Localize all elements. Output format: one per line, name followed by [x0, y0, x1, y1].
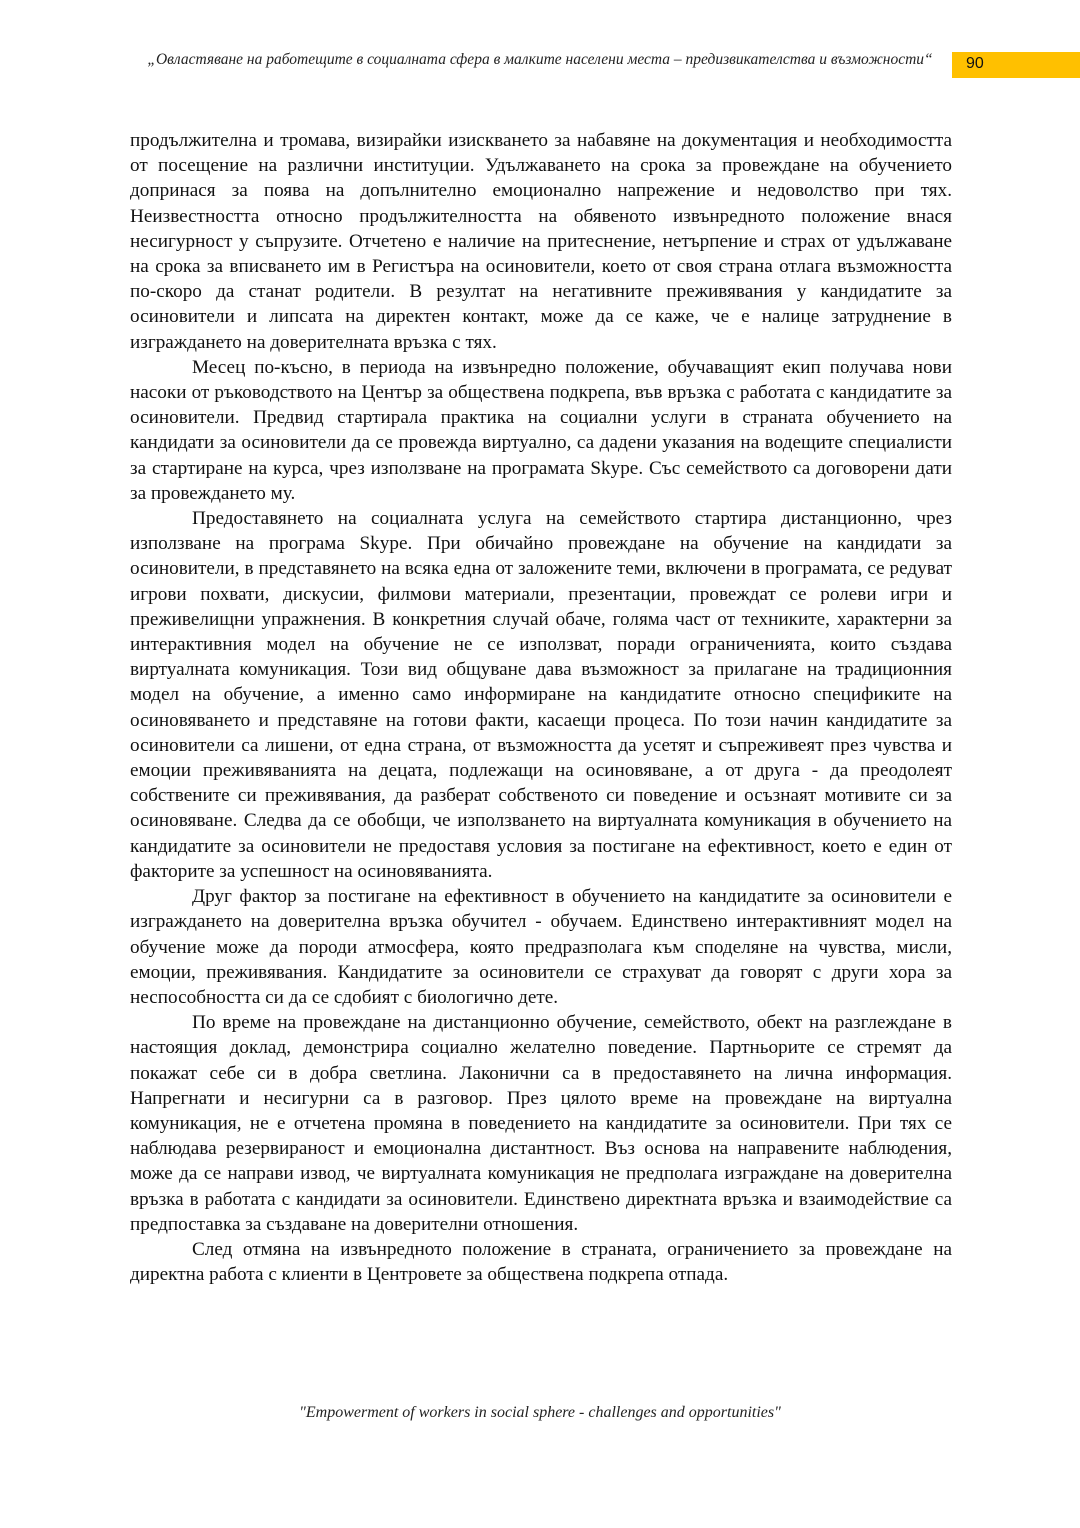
paragraph: Друг фактор за постигане на ефективност в обучението на кандидатите за осиновители е изграждането на доверителна връзка обучител - обучаем. Единствено интерактивният модел на обучение може да породи атмосфера, която предразполага към споделяне на чувства, мисли, емоции, преживявания. Кандидатите за осиновители се страхуват да говорят с други хора за неспособността си да се сдобият с биологично дете.: [130, 886, 952, 1008]
document-body: [130, 128, 952, 1287]
paragraph: Месец по-късно, в периода на извънредно положение, обучаващият екип получава нови насоки от ръководството на Център за обществена подкрепа, във връзка с работата с кандидатите за осиновители. Предвид стартирала практика на социални услуги в страната обучението на кандидати за осиновители да се провежда виртуално, са дадени указания на водещите специалисти за стартиране на курса, чрез използване на програмата Skype. Със семейството са договорени дати за провеждането му.: [130, 356, 952, 504]
paragraph: След отмяна на извънредното положение в страната, ограничението за провеждане на директна работа с клиенти в Центровете за обществена подкрепа отпада.: [130, 1238, 952, 1286]
page-number-badge: [952, 52, 1080, 78]
page-footer: "Empowerment of workers in social sphere - challenges and opportunities": [299, 1404, 781, 1421]
paragraph: По време на провеждане на дистанционно обучение, семейството, обект на разглеждане в настоящия доклад, демонстрира социално желателно поведение. Партньорите се стремят да покажат себе си в добра светлина. Лаконични са в предоставянето на лична информация. Напрегнати и несигурни са в разговор. През цялото време на провеждане на виртуална комуникация, не е отчетена промяна в поведението на кандидатите за осиновители. При тях се наблюдава резервираност и емоционална дистантност. Въз основа на направените наблюдения, може да се направи извод, че виртуалната комуникация не предполага изграждане на доверителна връзка в работата с кандидати за осиновители. Единствено директната връзка и взаимодействие са предпоставка за създаване на доверителни отношения.: [130, 1012, 952, 1235]
paragraph: Предоставянето на социалната услуга на семейството стартира дистанционно, чрез използване на програма Skype. При обичайно провеждане на обучение на кандидати за осиновители, в представянето на всяка една от заложените теми, включени в програмата, се редуват игрови похвати, дискусии, филмови материали, презентации, провеждат се ролеви игри и преживелищни упражнения. В конкретния случай обаче, голяма част от техниките, характерни за интерактивния модел на обучение не се използват, поради ограниченията, които създава виртуалната комуникация. Този вид общуване дава възможност за прилагане на традиционния модел на обучение, а именно само информиране на кандидатите относно спецификите на осиновяването и представяне на готови факти, касаещи процеса. По този начин кандидатите за осиновители са лишени, от една страна, от възможността да усетят и съпреживеят през чувства и емоции преживяванията на децата, подлежащи на осиновяване, а от друга - да преодолеят собствените си преживявания, да разберат собственото си поведение и осъзнаят мотивите си за осиновяване. Следва да се обобщи, че използването на виртуалната комуникация в обучението на кандидатите за осиновители не предоставя условия за постигане на ефективност, което е един от факторите за успешност на осиновяванията.: [130, 508, 952, 882]
paragraph: продължителна и тромава, визирайки изискването за набавяне на документация и необходимостта от посещение на различни институции. Удължаването на срока за провеждане на обучението допринася за поява на допълнително емоционално напрежение и недоволство при тях. Неизвестността относно продължителността на обявеното извънредното положение внася несигурност у съпрузите. Отчетено е наличие на притеснение, нетърпение и страх от удължаване на срока за вписването им в Регистъра на осиновители, което от своя страна отлага възможността по-скоро да станат родители. В резултат на негативните преживявания у кандидатите за осиновители и липсата на директен контакт, може да се каже, че е налице затруднение в изграждането на доверителната връзка с тях.: [130, 130, 952, 353]
page-header-title: „Овластяване на работещите в социалната сфера в малките населени места – предизвикателства и възможности“: [147, 51, 933, 68]
page-number: 90: [966, 55, 984, 72]
